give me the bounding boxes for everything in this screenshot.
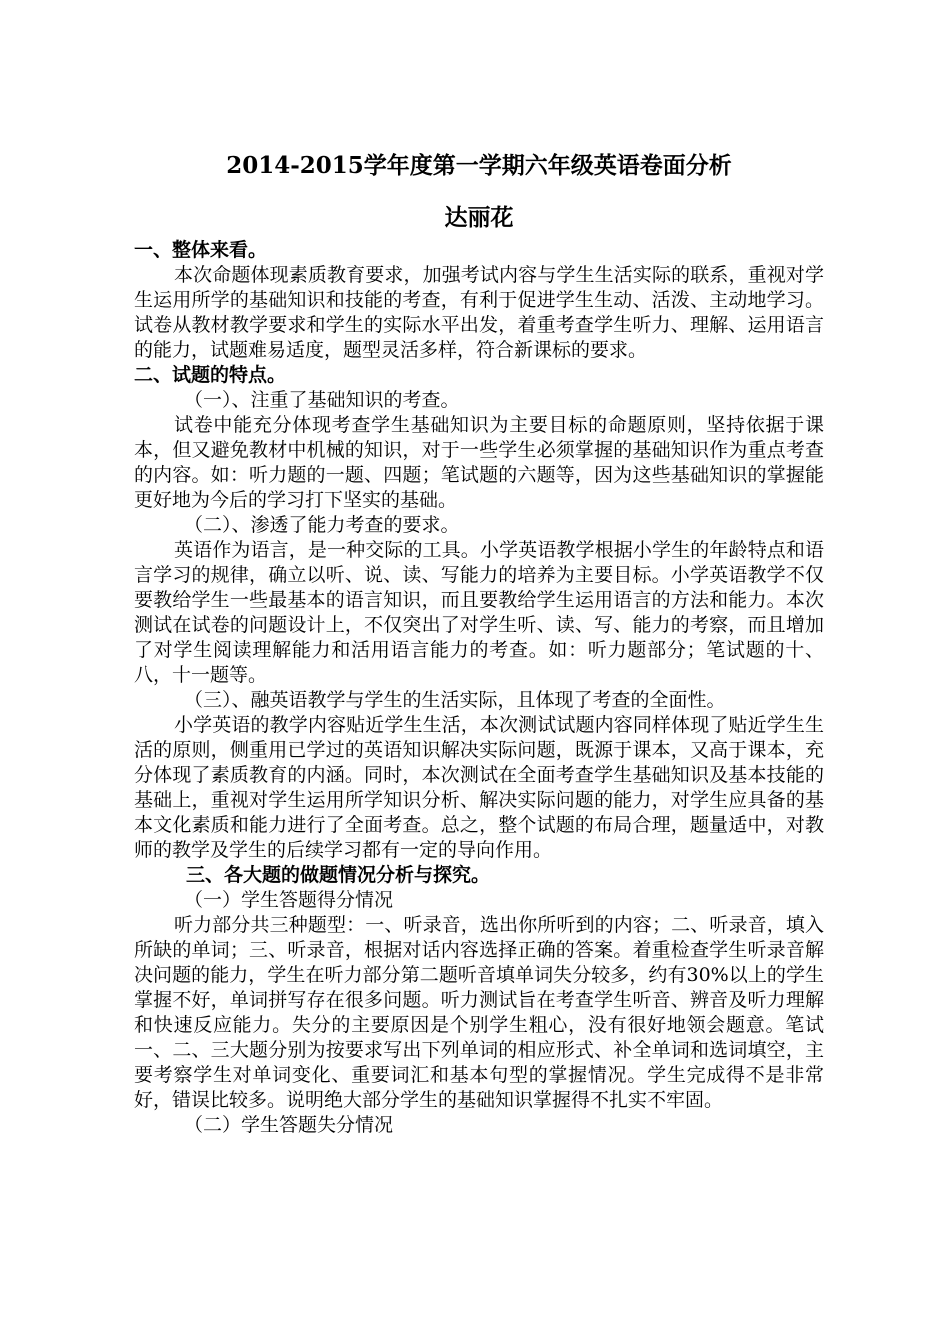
section-2-point-1-text: 试卷中能充分体现考查学生基础知识为主要目标的命题原则，坚持依据于课本，但又避免教材中机械的知识，对于一些学生必须掌握的基础知识作为重点考查的内容。如：听力题的一题、四题；笔试题的六题等，因为这些基础知识的掌握能更好地为今后的学习打下坚实的基础。 xyxy=(134,414,824,511)
section-1-paragraph: 本次命题体现素质教育要求，加强考试内容与学生生活实际的联系，重视对学生运用所学的基础知识和技能的考查，有利于促进学生生动、活泼、主动地学习。试卷从教材教学要求和学生的实际水平出发，着重考查学生听力、理解、运用语言的能力，试题难易适度，题型灵活多样，符合新课标的要求。 xyxy=(134,264,824,361)
section-2-point-3-title: （三）、融英语教学与学生的生活实际，且体现了考查的全面性。 xyxy=(184,689,726,711)
section-3-point-1-text: 听力部分共三种题型：一、听录音，选出你所听到的内容；二、听录音，填入所缺的单词；三、听录音，根据对话内容选择正确的答案。着重检查学生听录音解决问题的能力，学生在听力部分第二题听音填单词失分较多，约有30%以上的学生掌握不好，单词拼写存在很多问题。听力测试旨在考查学生听音、辨音及听力理解和快速反应能力。失分的主要原因是个别学生粗心，没有很好地领会题意。笔试一、二、三大题分别为按要求写出下列单词的相应形式、补全单词和选词填空，主要考察学生对单词变化、重要词汇和基本句型的掌握情况。学生完成得不是非常好，错误比较多。说明绝大部分学生的基础知识掌握得不扎实不牢固。 xyxy=(134,914,824,1111)
section-3-heading: 三、各大题的做题情况分析与探究。 xyxy=(186,864,491,886)
section-2-point-2-title: （二）、渗透了能力考查的要求。 xyxy=(184,514,460,536)
section-2-point-3-text: 小学英语的教学内容贴近学生生活，本次测试试题内容同样体现了贴近学生生活的原则，侧重用已学过的英语知识解决实际问题，既源于课本，又高于课本，充分体现了素质教育的内涵。同时，本次测试在全面考查学生基础知识及基本技能的基础上，重视对学生运用所学知识分析、解决实际问题的能力，对学生应具备的基本文化素质和能力进行了全面考查。总之，整个试题的布局合理，题量适中，对教师的教学及学生的后续学习都有一定的导向作用。 xyxy=(134,714,824,861)
section-2-heading: 二、试题的特点。 xyxy=(134,364,287,386)
section-1-heading: 一、整体来看。 xyxy=(134,239,268,261)
document-page xyxy=(134,148,824,1138)
document-title: 2014-2015学年度第一学期六年级英语卷面分析 xyxy=(226,152,732,179)
section-2-point-2-text: 英语作为语言，是一种交际的工具。小学英语教学根据小学生的年龄特点和语言学习的规律，确立以听、说、读、写能力的培养为主要目标。小学英语教学不仅要教给学生一些最基本的语言知识，而且要教给学生运用语言的方法和能力。本次测试在试卷的问题设计上，不仅突出了对学生听、读、写、能力的考察，而且增加了对学生阅读理解能力和活用语言能力的考查。如：听力题部分；笔试题的十、八，十一题等。 xyxy=(134,539,824,686)
section-3-point-1-title: （一）学生答题得分情况 xyxy=(184,889,394,911)
section-3-point-2-title: （二）学生答题失分情况 xyxy=(184,1114,394,1136)
document-author: 达丽花 xyxy=(444,204,514,231)
section-2-point-1-title: （一）、注重了基础知识的考查。 xyxy=(184,389,460,411)
